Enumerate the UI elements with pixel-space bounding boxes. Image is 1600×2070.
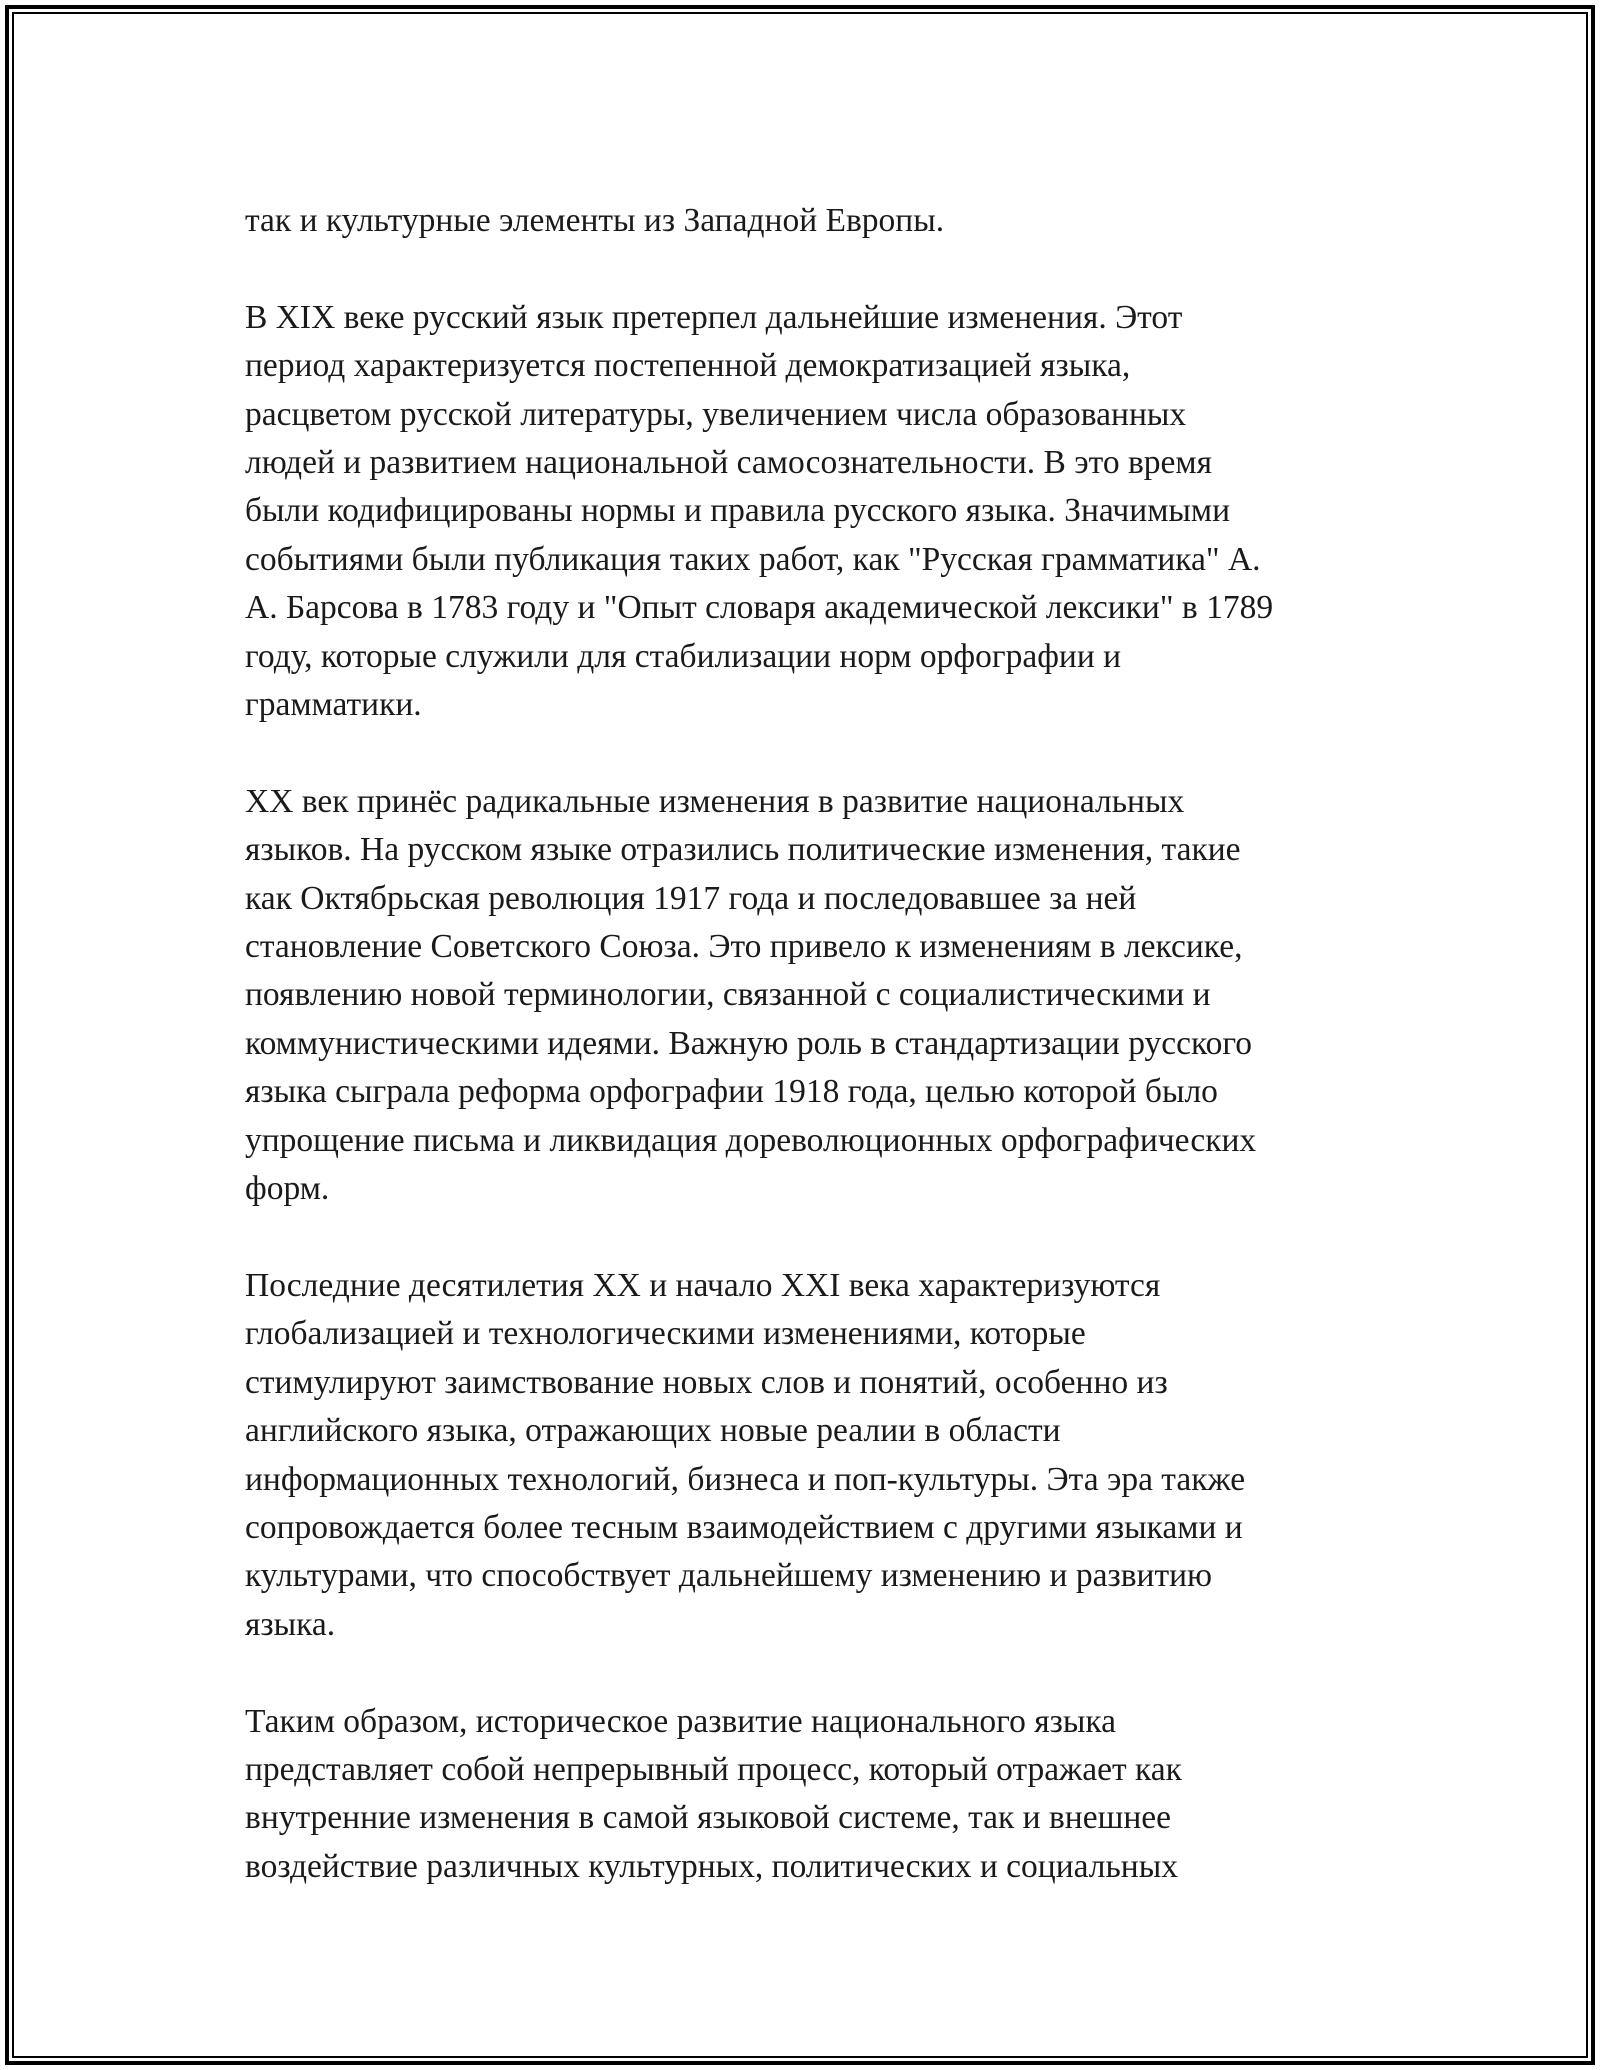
paragraph-4 bbox=[245, 1262, 1405, 1649]
text-line: становление Советского Союза. Это привело к изменениям в лексике, bbox=[245, 928, 1243, 966]
text-line: так и культурные элементы из Западной Европы. bbox=[245, 202, 945, 239]
text-line: В XIX веке русский язык претерпел дальнейшие изменения. Этот bbox=[245, 298, 1183, 336]
text-line: глобализацией и технологическими изменениями, которые bbox=[245, 1315, 1086, 1353]
text-line: стимулируют заимствование новых слов и понятий, особенно из bbox=[245, 1363, 1168, 1401]
paragraph-2 bbox=[245, 294, 1405, 730]
text-line: людей и развитием национальной самосознательности. В это время bbox=[245, 444, 1213, 482]
text-line: как Октябрьская революция 1917 года и последовавшее за ней bbox=[245, 879, 1137, 917]
text-line: форм. bbox=[245, 1170, 330, 1208]
text-line: информационных технологий, бизнеса и поп-культуры. Эта эра также bbox=[245, 1460, 1246, 1498]
paragraph-5 bbox=[245, 1698, 1405, 1892]
text-line: воздействие различных культурных, политических и социальных bbox=[245, 1847, 1178, 1885]
text-line: языков. На русском языке отразились политические изменения, такие bbox=[245, 831, 1241, 869]
document-body bbox=[245, 197, 1405, 1940]
paragraph-3 bbox=[245, 778, 1405, 1214]
text-line: Таким образом, историческое развитие национального языка bbox=[245, 1702, 1116, 1740]
text-line: А. Барсова в 1783 году и "Опыт словаря академической лексики" в 1789 bbox=[245, 589, 1274, 627]
text-line: представляет собой непрерывный процесс, который отражает как bbox=[245, 1750, 1182, 1788]
text-line: году, которые служили для стабилизации норм орфографии и bbox=[245, 637, 1122, 675]
text-line: языка. bbox=[245, 1605, 336, 1643]
page-frame bbox=[5, 5, 1595, 2065]
text-line: были кодифицированы нормы и правила русского языка. Значимыми bbox=[245, 492, 1231, 530]
text-line: английского языка, отражающих новые реалии в области bbox=[245, 1412, 1061, 1450]
text-line: период характеризуется постепенной демократизацией языка, bbox=[245, 347, 1131, 385]
paragraph-1 bbox=[245, 197, 1405, 245]
text-line: внутренние изменения в самой языковой системе, так и внешнее bbox=[245, 1799, 1172, 1837]
text-line: XX век принёс радикальные изменения в развитие национальных bbox=[245, 782, 1185, 820]
text-line: упрощение письма и ликвидация дореволюционных орфографических bbox=[245, 1121, 1257, 1159]
text-line: событиями были публикация таких работ, как "Русская грамматика" А. bbox=[245, 540, 1261, 578]
text-line: культурами, что способствует дальнейшему изменению и развитию bbox=[245, 1557, 1213, 1595]
text-line: расцветом русской литературы, увеличением числа образованных bbox=[245, 395, 1187, 433]
text-line: грамматики. bbox=[245, 686, 422, 724]
text-line: коммунистическими идеями. Важную роль в стандартизации русского bbox=[245, 1024, 1252, 1062]
text-line: сопровождается более тесным взаимодействием с другими языками и bbox=[245, 1508, 1243, 1546]
text-line: языка сыграла реформа орфографии 1918 года, целью которой было bbox=[245, 1073, 1218, 1111]
text-line: Последние десятилетия XX и начало XXI века характеризуются bbox=[245, 1266, 1161, 1304]
text-line: появлению новой терминологии, связанной с социалистическими и bbox=[245, 976, 1211, 1014]
